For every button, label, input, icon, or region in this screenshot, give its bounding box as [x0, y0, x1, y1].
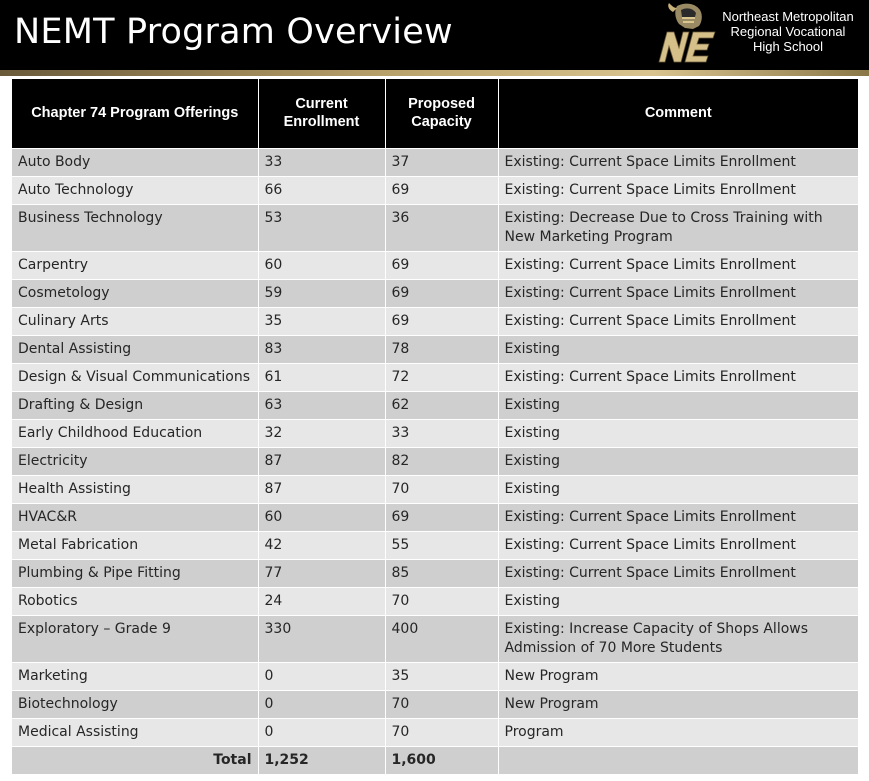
cell-program: Health Assisting: [12, 475, 258, 503]
cell-current-enrollment: 87: [258, 475, 385, 503]
column-header-program: Chapter 74 Program Offerings: [12, 79, 258, 148]
cell-program: Auto Technology: [12, 176, 258, 204]
cell-program: Carpentry: [12, 251, 258, 279]
cell-current-enrollment: 53: [258, 204, 385, 251]
cell-proposed-capacity: 85: [385, 559, 498, 587]
table-row: [12, 503, 858, 531]
cell-comment: Existing: Current Space Limits Enrollment: [498, 148, 858, 176]
cell-program: Culinary Arts: [12, 307, 258, 335]
cell-proposed-capacity: 69: [385, 251, 498, 279]
total-proposed-capacity: 1,600: [385, 746, 498, 774]
total-comment: [498, 746, 858, 774]
table-row: [12, 718, 858, 746]
cell-current-enrollment: 0: [258, 662, 385, 690]
cell-comment: Existing: Increase Capacity of Shops Allows Admission of 70 More Students: [498, 615, 858, 662]
cell-comment: Existing: [498, 475, 858, 503]
table-row: [12, 531, 858, 559]
cell-proposed-capacity: 36: [385, 204, 498, 251]
cell-current-enrollment: 59: [258, 279, 385, 307]
cell-proposed-capacity: 69: [385, 279, 498, 307]
cell-comment: New Program: [498, 690, 858, 718]
table-row: [12, 559, 858, 587]
cell-program: Cosmetology: [12, 279, 258, 307]
cell-comment: Existing: [498, 587, 858, 615]
table-row: [12, 690, 858, 718]
cell-proposed-capacity: 400: [385, 615, 498, 662]
school-name-line-3: High School: [752, 39, 824, 54]
cell-program: Plumbing & Pipe Fitting: [12, 559, 258, 587]
cell-program: Design & Visual Communications: [12, 363, 258, 391]
cell-current-enrollment: 63: [258, 391, 385, 419]
cell-comment: Existing: [498, 335, 858, 363]
table-row: [12, 587, 858, 615]
column-header-current-enrollment: Current Enrollment: [258, 79, 385, 148]
school-name-line-2: Regional Vocational: [730, 24, 846, 39]
table-row: [12, 251, 858, 279]
total-current-enrollment: 1,252: [258, 746, 385, 774]
cell-proposed-capacity: 69: [385, 503, 498, 531]
cell-program: HVAC&R: [12, 503, 258, 531]
cell-current-enrollment: 61: [258, 363, 385, 391]
table-row: [12, 615, 858, 662]
program-table: [12, 79, 858, 774]
cell-proposed-capacity: 82: [385, 447, 498, 475]
program-table-container: [12, 79, 858, 774]
table-body: [12, 148, 858, 774]
page-title: NEMT Program Overview: [14, 12, 453, 52]
cell-proposed-capacity: 62: [385, 391, 498, 419]
cell-current-enrollment: 24: [258, 587, 385, 615]
cell-program: Early Childhood Education: [12, 419, 258, 447]
gold-divider: [0, 70, 869, 76]
cell-program: Biotechnology: [12, 690, 258, 718]
table-row: [12, 447, 858, 475]
total-row: [12, 746, 858, 774]
cell-proposed-capacity: 69: [385, 307, 498, 335]
ne-monogram: [659, 32, 715, 62]
cell-comment: Existing: [498, 447, 858, 475]
table-row: [12, 279, 858, 307]
cell-proposed-capacity: 72: [385, 363, 498, 391]
table-row: [12, 204, 858, 251]
knight-helmet-icon: [668, 3, 702, 29]
cell-comment: Existing: Current Space Limits Enrollment: [498, 251, 858, 279]
table-row: [12, 475, 858, 503]
cell-current-enrollment: 330: [258, 615, 385, 662]
cell-comment: Existing: [498, 419, 858, 447]
cell-program: Exploratory – Grade 9: [12, 615, 258, 662]
cell-current-enrollment: 77: [258, 559, 385, 587]
school-name-line-1: Northeast Metropolitan: [722, 9, 854, 24]
cell-current-enrollment: 0: [258, 718, 385, 746]
cell-program: Business Technology: [12, 204, 258, 251]
cell-comment: Existing: Current Space Limits Enrollment: [498, 279, 858, 307]
column-header-comment: Comment: [498, 79, 858, 148]
table-row: [12, 419, 858, 447]
cell-proposed-capacity: 35: [385, 662, 498, 690]
table-row: [12, 307, 858, 335]
table-row: [12, 148, 858, 176]
cell-comment: Existing: Current Space Limits Enrollment: [498, 363, 858, 391]
cell-proposed-capacity: 37: [385, 148, 498, 176]
cell-program: Robotics: [12, 587, 258, 615]
table-row: [12, 335, 858, 363]
cell-current-enrollment: 87: [258, 447, 385, 475]
cell-proposed-capacity: 70: [385, 587, 498, 615]
cell-current-enrollment: 32: [258, 419, 385, 447]
cell-comment: New Program: [498, 662, 858, 690]
table-row: [12, 176, 858, 204]
cell-comment: Existing: Current Space Limits Enrollment: [498, 307, 858, 335]
cell-program: Marketing: [12, 662, 258, 690]
column-header-proposed-capacity: Proposed Capacity: [385, 79, 498, 148]
cell-comment: Existing: [498, 391, 858, 419]
cell-proposed-capacity: 55: [385, 531, 498, 559]
cell-current-enrollment: 66: [258, 176, 385, 204]
cell-program: Medical Assisting: [12, 718, 258, 746]
cell-current-enrollment: 33: [258, 148, 385, 176]
cell-proposed-capacity: 69: [385, 176, 498, 204]
cell-current-enrollment: 60: [258, 251, 385, 279]
cell-current-enrollment: 35: [258, 307, 385, 335]
cell-comment: Existing: Current Space Limits Enrollment: [498, 531, 858, 559]
cell-proposed-capacity: 70: [385, 475, 498, 503]
cell-program: Dental Assisting: [12, 335, 258, 363]
cell-program: Metal Fabrication: [12, 531, 258, 559]
cell-program: Electricity: [12, 447, 258, 475]
cell-proposed-capacity: 70: [385, 690, 498, 718]
school-name: [713, 9, 863, 54]
table-row: [12, 391, 858, 419]
cell-program: Auto Body: [12, 148, 258, 176]
cell-program: Drafting & Design: [12, 391, 258, 419]
cell-current-enrollment: 0: [258, 690, 385, 718]
cell-current-enrollment: 83: [258, 335, 385, 363]
cell-comment: Program: [498, 718, 858, 746]
cell-proposed-capacity: 33: [385, 419, 498, 447]
cell-proposed-capacity: 70: [385, 718, 498, 746]
cell-current-enrollment: 42: [258, 531, 385, 559]
table-row: [12, 363, 858, 391]
table-header-row: [12, 79, 858, 148]
table-row: [12, 662, 858, 690]
cell-comment: Existing: Decrease Due to Cross Training with New Marketing Program: [498, 204, 858, 251]
title-bar: [0, 0, 869, 70]
cell-proposed-capacity: 78: [385, 335, 498, 363]
cell-comment: Existing: Current Space Limits Enrollment: [498, 559, 858, 587]
cell-comment: Existing: Current Space Limits Enrollment: [498, 503, 858, 531]
total-label: Total: [12, 746, 258, 774]
cell-comment: Existing: Current Space Limits Enrollment: [498, 176, 858, 204]
cell-current-enrollment: 60: [258, 503, 385, 531]
